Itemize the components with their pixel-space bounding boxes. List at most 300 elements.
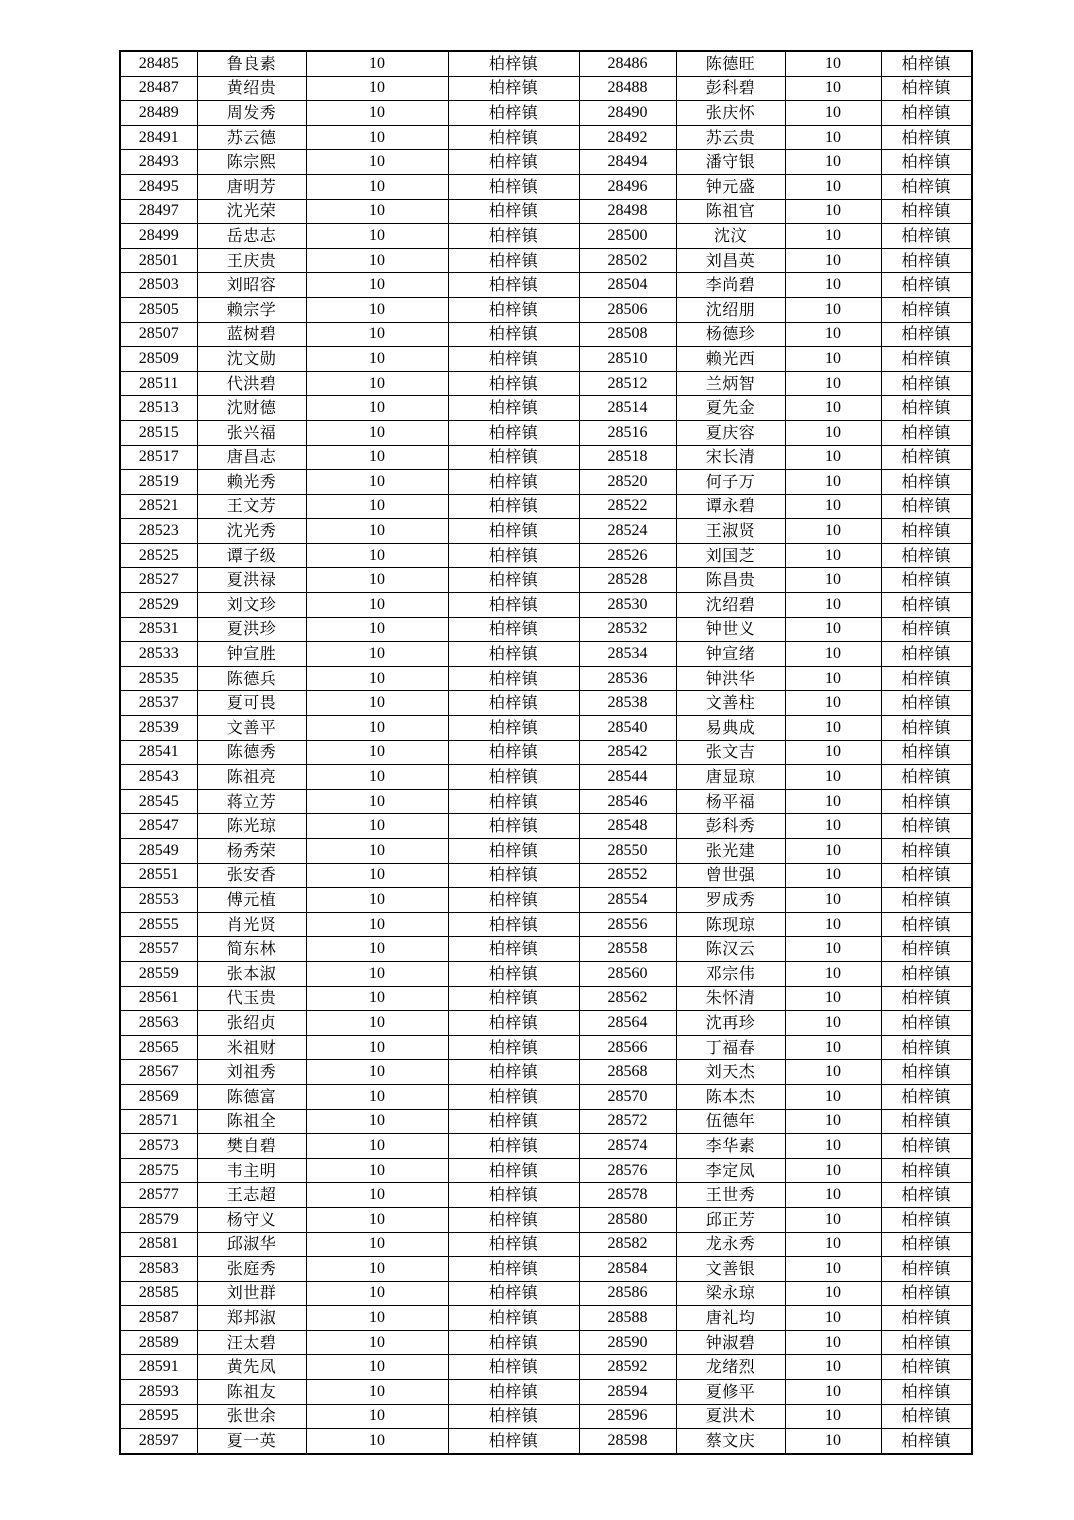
left-town-name-cell: 柏梓镇 xyxy=(448,642,579,667)
left-record-id-cell: 28509 xyxy=(120,347,197,372)
right-amount-cell: 10 xyxy=(785,174,881,199)
left-amount-cell: 10 xyxy=(306,224,448,249)
right-town-name-cell: 柏梓镇 xyxy=(881,519,972,544)
left-person-name-cell: 代洪碧 xyxy=(197,371,306,396)
left-amount-cell: 10 xyxy=(306,1134,448,1159)
right-person-name-cell: 文善银 xyxy=(676,1257,785,1282)
table-row xyxy=(120,1035,972,1060)
table-row xyxy=(120,1355,972,1380)
table-row xyxy=(120,1330,972,1355)
right-record-id-cell: 28592 xyxy=(579,1355,676,1380)
right-town-name-cell: 柏梓镇 xyxy=(881,470,972,495)
right-amount-cell: 10 xyxy=(785,150,881,175)
left-amount-cell: 10 xyxy=(306,51,448,76)
left-amount-cell: 10 xyxy=(306,814,448,839)
right-amount-cell: 10 xyxy=(785,888,881,913)
right-amount-cell: 10 xyxy=(785,1011,881,1036)
right-amount-cell: 10 xyxy=(785,1060,881,1085)
right-record-id-cell: 28500 xyxy=(579,224,676,249)
left-town-name-cell: 柏梓镇 xyxy=(448,150,579,175)
right-record-id-cell: 28496 xyxy=(579,174,676,199)
right-person-name-cell: 兰炳智 xyxy=(676,371,785,396)
right-amount-cell: 10 xyxy=(785,691,881,716)
right-person-name-cell: 唐显琼 xyxy=(676,765,785,790)
left-amount-cell: 10 xyxy=(306,543,448,568)
table-row xyxy=(120,986,972,1011)
right-record-id-cell: 28490 xyxy=(579,101,676,126)
left-record-id-cell: 28541 xyxy=(120,740,197,765)
right-town-name-cell: 柏梓镇 xyxy=(881,125,972,150)
left-town-name-cell: 柏梓镇 xyxy=(448,937,579,962)
left-person-name-cell: 代玉贵 xyxy=(197,986,306,1011)
right-record-id-cell: 28540 xyxy=(579,716,676,741)
right-town-name-cell: 柏梓镇 xyxy=(881,224,972,249)
left-person-name-cell: 唐明芳 xyxy=(197,174,306,199)
right-person-name-cell: 邓宗伟 xyxy=(676,961,785,986)
left-person-name-cell: 陈光琼 xyxy=(197,814,306,839)
left-person-name-cell: 邱淑华 xyxy=(197,1232,306,1257)
table-row xyxy=(120,1232,972,1257)
left-record-id-cell: 28573 xyxy=(120,1134,197,1159)
left-town-name-cell: 柏梓镇 xyxy=(448,1035,579,1060)
left-town-name-cell: 柏梓镇 xyxy=(448,101,579,126)
right-town-name-cell: 柏梓镇 xyxy=(881,445,972,470)
right-amount-cell: 10 xyxy=(785,1306,881,1331)
table-row xyxy=(120,150,972,175)
right-person-name-cell: 龙绪烈 xyxy=(676,1355,785,1380)
left-town-name-cell: 柏梓镇 xyxy=(448,740,579,765)
right-record-id-cell: 28498 xyxy=(579,199,676,224)
left-amount-cell: 10 xyxy=(306,1035,448,1060)
table-row xyxy=(120,297,972,322)
left-person-name-cell: 刘文珍 xyxy=(197,593,306,618)
right-town-name-cell: 柏梓镇 xyxy=(881,593,972,618)
left-person-name-cell: 夏洪珍 xyxy=(197,617,306,642)
right-person-name-cell: 杨平福 xyxy=(676,789,785,814)
left-record-id-cell: 28539 xyxy=(120,716,197,741)
table-row xyxy=(120,740,972,765)
left-record-id-cell: 28543 xyxy=(120,765,197,790)
left-person-name-cell: 樊自碧 xyxy=(197,1134,306,1159)
left-record-id-cell: 28563 xyxy=(120,1011,197,1036)
left-record-id-cell: 28527 xyxy=(120,568,197,593)
right-record-id-cell: 28554 xyxy=(579,888,676,913)
right-person-name-cell: 夏先金 xyxy=(676,396,785,421)
right-record-id-cell: 28596 xyxy=(579,1404,676,1429)
left-person-name-cell: 杨秀荣 xyxy=(197,839,306,864)
left-person-name-cell: 夏可畏 xyxy=(197,691,306,716)
left-amount-cell: 10 xyxy=(306,371,448,396)
right-record-id-cell: 28516 xyxy=(579,420,676,445)
left-town-name-cell: 柏梓镇 xyxy=(448,297,579,322)
right-record-id-cell: 28486 xyxy=(579,51,676,76)
right-person-name-cell: 李尚碧 xyxy=(676,273,785,298)
left-amount-cell: 10 xyxy=(306,1330,448,1355)
right-amount-cell: 10 xyxy=(785,1355,881,1380)
right-amount-cell: 10 xyxy=(785,1281,881,1306)
right-town-name-cell: 柏梓镇 xyxy=(881,691,972,716)
table-row xyxy=(120,494,972,519)
right-person-name-cell: 张庆怀 xyxy=(676,101,785,126)
table-row xyxy=(120,396,972,421)
left-person-name-cell: 张庭秀 xyxy=(197,1257,306,1282)
left-amount-cell: 10 xyxy=(306,1109,448,1134)
right-record-id-cell: 28518 xyxy=(579,445,676,470)
right-person-name-cell: 沈绍朋 xyxy=(676,297,785,322)
left-person-name-cell: 张兴福 xyxy=(197,420,306,445)
right-town-name-cell: 柏梓镇 xyxy=(881,1035,972,1060)
right-record-id-cell: 28580 xyxy=(579,1207,676,1232)
right-person-name-cell: 王淑贤 xyxy=(676,519,785,544)
right-amount-cell: 10 xyxy=(785,101,881,126)
right-record-id-cell: 28548 xyxy=(579,814,676,839)
left-town-name-cell: 柏梓镇 xyxy=(448,420,579,445)
right-person-name-cell: 彭科碧 xyxy=(676,76,785,101)
left-person-name-cell: 张安香 xyxy=(197,863,306,888)
right-town-name-cell: 柏梓镇 xyxy=(881,888,972,913)
table-row xyxy=(120,199,972,224)
left-amount-cell: 10 xyxy=(306,445,448,470)
right-amount-cell: 10 xyxy=(785,297,881,322)
left-person-name-cell: 陈祖全 xyxy=(197,1109,306,1134)
table-row xyxy=(120,51,972,76)
right-town-name-cell: 柏梓镇 xyxy=(881,1011,972,1036)
right-town-name-cell: 柏梓镇 xyxy=(881,961,972,986)
right-person-name-cell: 谭永碧 xyxy=(676,494,785,519)
left-amount-cell: 10 xyxy=(306,76,448,101)
right-record-id-cell: 28504 xyxy=(579,273,676,298)
left-town-name-cell: 柏梓镇 xyxy=(448,617,579,642)
right-record-id-cell: 28594 xyxy=(579,1380,676,1405)
right-amount-cell: 10 xyxy=(785,789,881,814)
left-record-id-cell: 28553 xyxy=(120,888,197,913)
right-person-name-cell: 朱怀清 xyxy=(676,986,785,1011)
right-amount-cell: 10 xyxy=(785,1035,881,1060)
right-record-id-cell: 28488 xyxy=(579,76,676,101)
right-person-name-cell: 刘国芝 xyxy=(676,543,785,568)
left-person-name-cell: 谭子级 xyxy=(197,543,306,568)
right-town-name-cell: 柏梓镇 xyxy=(881,666,972,691)
right-town-name-cell: 柏梓镇 xyxy=(881,1183,972,1208)
left-person-name-cell: 刘昭容 xyxy=(197,273,306,298)
right-town-name-cell: 柏梓镇 xyxy=(881,568,972,593)
right-record-id-cell: 28536 xyxy=(579,666,676,691)
left-amount-cell: 10 xyxy=(306,912,448,937)
right-record-id-cell: 28576 xyxy=(579,1158,676,1183)
left-record-id-cell: 28487 xyxy=(120,76,197,101)
roster-table xyxy=(119,50,973,1455)
right-person-name-cell: 陈德旺 xyxy=(676,51,785,76)
right-person-name-cell: 杨德珍 xyxy=(676,322,785,347)
right-record-id-cell: 28570 xyxy=(579,1084,676,1109)
right-town-name-cell: 柏梓镇 xyxy=(881,1257,972,1282)
left-amount-cell: 10 xyxy=(306,1183,448,1208)
left-record-id-cell: 28581 xyxy=(120,1232,197,1257)
right-record-id-cell: 28546 xyxy=(579,789,676,814)
right-person-name-cell: 张光建 xyxy=(676,839,785,864)
left-town-name-cell: 柏梓镇 xyxy=(448,1158,579,1183)
left-record-id-cell: 28533 xyxy=(120,642,197,667)
right-record-id-cell: 28492 xyxy=(579,125,676,150)
right-record-id-cell: 28542 xyxy=(579,740,676,765)
left-amount-cell: 10 xyxy=(306,740,448,765)
left-amount-cell: 10 xyxy=(306,839,448,864)
right-person-name-cell: 刘昌英 xyxy=(676,248,785,273)
right-amount-cell: 10 xyxy=(785,568,881,593)
left-amount-cell: 10 xyxy=(306,199,448,224)
right-town-name-cell: 柏梓镇 xyxy=(881,937,972,962)
right-person-name-cell: 沈绍碧 xyxy=(676,593,785,618)
right-amount-cell: 10 xyxy=(785,765,881,790)
right-amount-cell: 10 xyxy=(785,1134,881,1159)
table-row xyxy=(120,224,972,249)
right-person-name-cell: 潘守银 xyxy=(676,150,785,175)
left-town-name-cell: 柏梓镇 xyxy=(448,568,579,593)
left-person-name-cell: 蒋立芳 xyxy=(197,789,306,814)
right-person-name-cell: 邱正芳 xyxy=(676,1207,785,1232)
left-record-id-cell: 28583 xyxy=(120,1257,197,1282)
table-row xyxy=(120,1207,972,1232)
right-person-name-cell: 宋长清 xyxy=(676,445,785,470)
table-row xyxy=(120,1183,972,1208)
table-row xyxy=(120,593,972,618)
right-person-name-cell: 文善柱 xyxy=(676,691,785,716)
left-person-name-cell: 沈文勋 xyxy=(197,347,306,372)
right-record-id-cell: 28578 xyxy=(579,1183,676,1208)
right-amount-cell: 10 xyxy=(785,445,881,470)
right-record-id-cell: 28514 xyxy=(579,396,676,421)
left-amount-cell: 10 xyxy=(306,1281,448,1306)
right-person-name-cell: 钟世义 xyxy=(676,617,785,642)
right-town-name-cell: 柏梓镇 xyxy=(881,101,972,126)
table-row xyxy=(120,1109,972,1134)
left-town-name-cell: 柏梓镇 xyxy=(448,593,579,618)
left-amount-cell: 10 xyxy=(306,1084,448,1109)
left-record-id-cell: 28493 xyxy=(120,150,197,175)
right-record-id-cell: 28494 xyxy=(579,150,676,175)
left-record-id-cell: 28569 xyxy=(120,1084,197,1109)
right-record-id-cell: 28502 xyxy=(579,248,676,273)
right-record-id-cell: 28506 xyxy=(579,297,676,322)
left-person-name-cell: 王文芳 xyxy=(197,494,306,519)
left-record-id-cell: 28595 xyxy=(120,1404,197,1429)
table-row xyxy=(120,568,972,593)
right-person-name-cell: 沈汶 xyxy=(676,224,785,249)
right-person-name-cell: 赖光西 xyxy=(676,347,785,372)
left-record-id-cell: 28507 xyxy=(120,322,197,347)
right-amount-cell: 10 xyxy=(785,961,881,986)
left-person-name-cell: 张本淑 xyxy=(197,961,306,986)
left-record-id-cell: 28521 xyxy=(120,494,197,519)
left-person-name-cell: 黄先凤 xyxy=(197,1355,306,1380)
left-person-name-cell: 文善平 xyxy=(197,716,306,741)
table-row xyxy=(120,420,972,445)
left-person-name-cell: 钟宣胜 xyxy=(197,642,306,667)
right-record-id-cell: 28508 xyxy=(579,322,676,347)
table-row xyxy=(120,1306,972,1331)
right-record-id-cell: 28524 xyxy=(579,519,676,544)
right-town-name-cell: 柏梓镇 xyxy=(881,716,972,741)
right-person-name-cell: 易典成 xyxy=(676,716,785,741)
left-town-name-cell: 柏梓镇 xyxy=(448,1084,579,1109)
left-town-name-cell: 柏梓镇 xyxy=(448,1183,579,1208)
table-row xyxy=(120,347,972,372)
right-amount-cell: 10 xyxy=(785,1429,881,1454)
table-row xyxy=(120,814,972,839)
left-person-name-cell: 张世余 xyxy=(197,1404,306,1429)
right-record-id-cell: 28510 xyxy=(579,347,676,372)
left-town-name-cell: 柏梓镇 xyxy=(448,839,579,864)
left-person-name-cell: 陈宗熙 xyxy=(197,150,306,175)
left-town-name-cell: 柏梓镇 xyxy=(448,174,579,199)
left-amount-cell: 10 xyxy=(306,1158,448,1183)
right-amount-cell: 10 xyxy=(785,666,881,691)
left-town-name-cell: 柏梓镇 xyxy=(448,1207,579,1232)
left-amount-cell: 10 xyxy=(306,297,448,322)
left-town-name-cell: 柏梓镇 xyxy=(448,1306,579,1331)
table-row xyxy=(120,470,972,495)
right-town-name-cell: 柏梓镇 xyxy=(881,1380,972,1405)
right-town-name-cell: 柏梓镇 xyxy=(881,1134,972,1159)
right-record-id-cell: 28556 xyxy=(579,912,676,937)
left-record-id-cell: 28597 xyxy=(120,1429,197,1454)
right-town-name-cell: 柏梓镇 xyxy=(881,396,972,421)
left-record-id-cell: 28501 xyxy=(120,248,197,273)
right-person-name-cell: 张文吉 xyxy=(676,740,785,765)
right-town-name-cell: 柏梓镇 xyxy=(881,1232,972,1257)
right-person-name-cell: 钟元盛 xyxy=(676,174,785,199)
right-town-name-cell: 柏梓镇 xyxy=(881,642,972,667)
right-town-name-cell: 柏梓镇 xyxy=(881,543,972,568)
table-row xyxy=(120,1404,972,1429)
left-amount-cell: 10 xyxy=(306,961,448,986)
right-amount-cell: 10 xyxy=(785,1207,881,1232)
right-town-name-cell: 柏梓镇 xyxy=(881,51,972,76)
right-town-name-cell: 柏梓镇 xyxy=(881,494,972,519)
left-town-name-cell: 柏梓镇 xyxy=(448,125,579,150)
left-amount-cell: 10 xyxy=(306,494,448,519)
left-amount-cell: 10 xyxy=(306,101,448,126)
right-person-name-cell: 钟洪华 xyxy=(676,666,785,691)
left-amount-cell: 10 xyxy=(306,1404,448,1429)
table-row xyxy=(120,1084,972,1109)
right-person-name-cell: 沈再珍 xyxy=(676,1011,785,1036)
right-amount-cell: 10 xyxy=(785,51,881,76)
right-person-name-cell: 钟淑碧 xyxy=(676,1330,785,1355)
right-record-id-cell: 28538 xyxy=(579,691,676,716)
right-town-name-cell: 柏梓镇 xyxy=(881,1060,972,1085)
right-town-name-cell: 柏梓镇 xyxy=(881,1306,972,1331)
left-record-id-cell: 28513 xyxy=(120,396,197,421)
right-record-id-cell: 28534 xyxy=(579,642,676,667)
right-town-name-cell: 柏梓镇 xyxy=(881,248,972,273)
right-amount-cell: 10 xyxy=(785,593,881,618)
right-amount-cell: 10 xyxy=(785,1232,881,1257)
left-town-name-cell: 柏梓镇 xyxy=(448,1232,579,1257)
table-row xyxy=(120,617,972,642)
left-record-id-cell: 28565 xyxy=(120,1035,197,1060)
left-record-id-cell: 28485 xyxy=(120,51,197,76)
left-amount-cell: 10 xyxy=(306,1355,448,1380)
left-person-name-cell: 韦主明 xyxy=(197,1158,306,1183)
right-amount-cell: 10 xyxy=(785,912,881,937)
left-amount-cell: 10 xyxy=(306,125,448,150)
right-amount-cell: 10 xyxy=(785,322,881,347)
left-town-name-cell: 柏梓镇 xyxy=(448,1257,579,1282)
left-amount-cell: 10 xyxy=(306,420,448,445)
right-town-name-cell: 柏梓镇 xyxy=(881,765,972,790)
right-record-id-cell: 28588 xyxy=(579,1306,676,1331)
right-town-name-cell: 柏梓镇 xyxy=(881,1109,972,1134)
left-town-name-cell: 柏梓镇 xyxy=(448,716,579,741)
right-person-name-cell: 钟宣绪 xyxy=(676,642,785,667)
table-row xyxy=(120,937,972,962)
right-person-name-cell: 伍德年 xyxy=(676,1109,785,1134)
right-amount-cell: 10 xyxy=(785,371,881,396)
left-amount-cell: 10 xyxy=(306,1380,448,1405)
left-person-name-cell: 简东林 xyxy=(197,937,306,962)
left-record-id-cell: 28519 xyxy=(120,470,197,495)
left-amount-cell: 10 xyxy=(306,765,448,790)
left-record-id-cell: 28525 xyxy=(120,543,197,568)
right-town-name-cell: 柏梓镇 xyxy=(881,1158,972,1183)
left-record-id-cell: 28587 xyxy=(120,1306,197,1331)
left-amount-cell: 10 xyxy=(306,1011,448,1036)
left-amount-cell: 10 xyxy=(306,617,448,642)
right-record-id-cell: 28586 xyxy=(579,1281,676,1306)
left-town-name-cell: 柏梓镇 xyxy=(448,1281,579,1306)
left-amount-cell: 10 xyxy=(306,937,448,962)
right-town-name-cell: 柏梓镇 xyxy=(881,199,972,224)
right-person-name-cell: 王世秀 xyxy=(676,1183,785,1208)
table-row xyxy=(120,642,972,667)
right-town-name-cell: 柏梓镇 xyxy=(881,273,972,298)
left-person-name-cell: 岳忠志 xyxy=(197,224,306,249)
left-record-id-cell: 28591 xyxy=(120,1355,197,1380)
right-person-name-cell: 何子万 xyxy=(676,470,785,495)
table-row xyxy=(120,76,972,101)
right-town-name-cell: 柏梓镇 xyxy=(881,297,972,322)
right-record-id-cell: 28598 xyxy=(579,1429,676,1454)
left-amount-cell: 10 xyxy=(306,691,448,716)
right-record-id-cell: 28568 xyxy=(579,1060,676,1085)
right-person-name-cell: 曾世强 xyxy=(676,863,785,888)
left-town-name-cell: 柏梓镇 xyxy=(448,1429,579,1454)
right-person-name-cell: 陈现琼 xyxy=(676,912,785,937)
left-town-name-cell: 柏梓镇 xyxy=(448,1404,579,1429)
left-amount-cell: 10 xyxy=(306,568,448,593)
table-row xyxy=(120,1429,972,1454)
left-person-name-cell: 沈光荣 xyxy=(197,199,306,224)
right-amount-cell: 10 xyxy=(785,814,881,839)
right-person-name-cell: 蔡文庆 xyxy=(676,1429,785,1454)
right-amount-cell: 10 xyxy=(785,1183,881,1208)
left-record-id-cell: 28523 xyxy=(120,519,197,544)
right-town-name-cell: 柏梓镇 xyxy=(881,1404,972,1429)
right-amount-cell: 10 xyxy=(785,470,881,495)
left-person-name-cell: 夏洪禄 xyxy=(197,568,306,593)
right-record-id-cell: 28558 xyxy=(579,937,676,962)
left-amount-cell: 10 xyxy=(306,396,448,421)
left-town-name-cell: 柏梓镇 xyxy=(448,789,579,814)
left-record-id-cell: 28499 xyxy=(120,224,197,249)
left-record-id-cell: 28515 xyxy=(120,420,197,445)
left-town-name-cell: 柏梓镇 xyxy=(448,1355,579,1380)
left-town-name-cell: 柏梓镇 xyxy=(448,1109,579,1134)
right-amount-cell: 10 xyxy=(785,863,881,888)
right-amount-cell: 10 xyxy=(785,494,881,519)
left-record-id-cell: 28593 xyxy=(120,1380,197,1405)
